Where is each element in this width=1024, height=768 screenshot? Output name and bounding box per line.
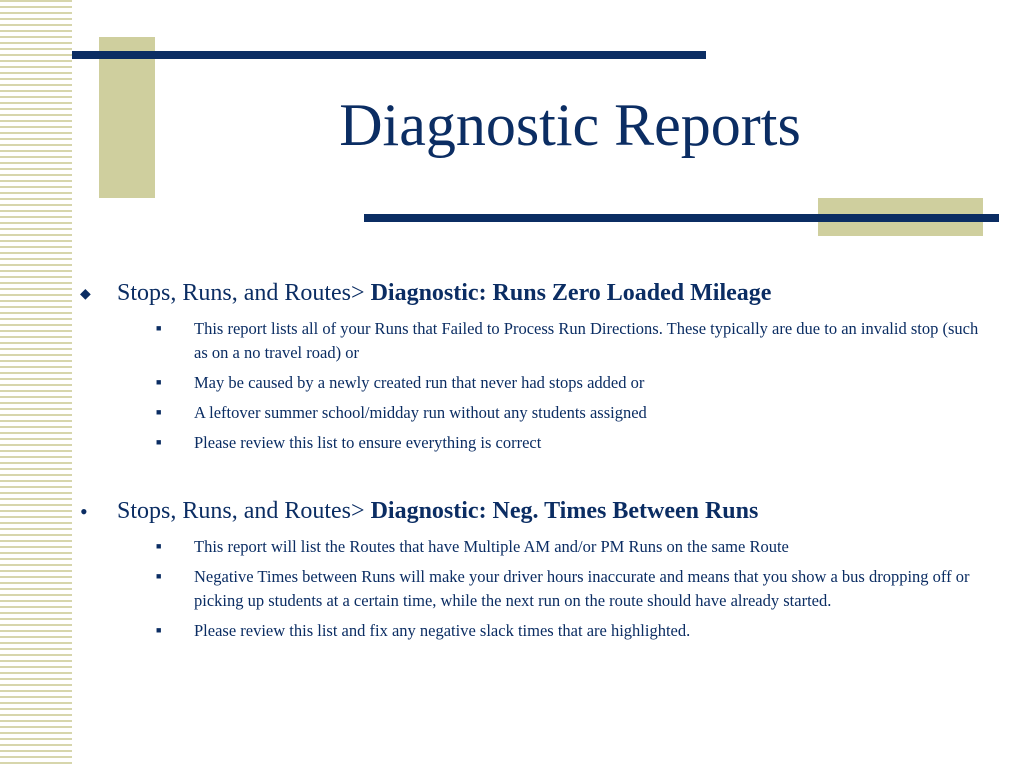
list-item-text: Negative Times between Runs will make your driver hours inaccurate and means that you show a bus dropping off or picking up students at a certain time, while the next run on the route should have already started. xyxy=(194,567,970,611)
square-bullet-icon: ■ xyxy=(156,625,162,636)
section-heading-2 xyxy=(80,496,980,527)
list-item-text: Please review this list to ensure everything is correct xyxy=(194,433,542,453)
slide-body xyxy=(80,278,980,643)
list-item xyxy=(80,431,980,455)
square-bullet-icon: ■ xyxy=(156,437,162,448)
list-item xyxy=(80,401,980,425)
section-report-name: Diagnostic: Runs Zero Loaded Mileage xyxy=(370,280,772,306)
list-item-text: May be caused by a newly created run that never had stops added or xyxy=(194,373,645,393)
list-item xyxy=(80,619,980,643)
square-bullet-icon: ■ xyxy=(156,571,162,582)
list-item-text: This report lists all of your Runs that Failed to Process Run Directions. These typically are due to an invalid stop (such as on a no travel road) or xyxy=(194,319,979,363)
slide-title: Diagnostic Reports xyxy=(339,92,801,158)
list-item-text: This report will list the Routes that have Multiple AM and/or PM Runs on the same Route xyxy=(194,537,789,557)
section-heading-1 xyxy=(80,278,980,309)
list-item xyxy=(80,565,980,613)
square-bullet-icon: ■ xyxy=(156,407,162,418)
section-report-name: Diagnostic: Neg. Times Between Runs xyxy=(370,498,759,525)
square-bullet-icon: ■ xyxy=(156,377,162,388)
square-bullet-icon: ■ xyxy=(156,323,162,334)
square-bullet-icon: ■ xyxy=(156,541,162,552)
list-item xyxy=(80,371,980,395)
list-item xyxy=(80,317,980,365)
section-prefix: Stops, Runs, and Routes> xyxy=(117,280,365,306)
left-stripe-decoration xyxy=(0,0,72,768)
bottom-navy-rule xyxy=(364,214,999,222)
section-prefix: Stops, Runs, and Routes> xyxy=(117,498,365,525)
diamond-icon: ◆ xyxy=(80,287,91,302)
list-item-text: A leftover summer school/midday run without any students assigned xyxy=(194,403,647,423)
list-item xyxy=(80,535,980,559)
top-tan-block xyxy=(99,37,155,198)
top-navy-rule xyxy=(72,51,706,59)
dot-icon: • xyxy=(80,499,88,525)
list-item-text: Please review this list and fix any negative slack times that are highlighted. xyxy=(194,621,691,641)
